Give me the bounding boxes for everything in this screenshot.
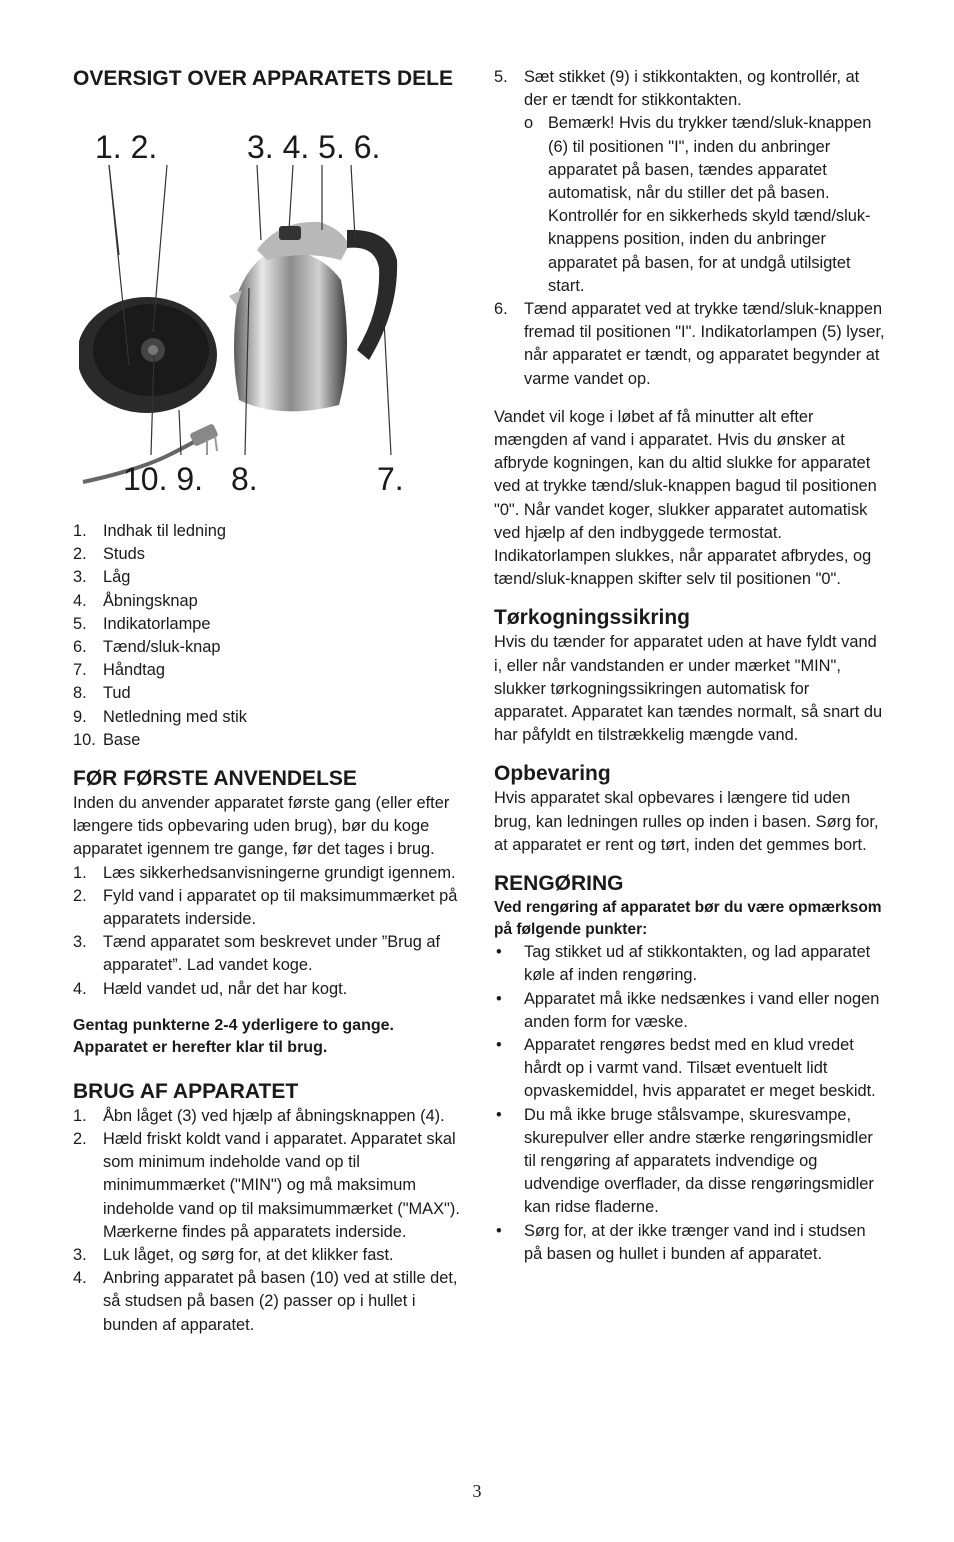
base-illustration <box>79 297 219 482</box>
cleaning-heading: RENGØRING <box>494 872 624 896</box>
label-bottom-left: 10. 9. <box>123 461 204 497</box>
list-item: 7. Håndtag <box>73 661 165 680</box>
list-item: 4. Åbningsknap <box>73 591 198 610</box>
first-use-repeat-note: Gentag punkterne 2-4 yderligere to gange. Apparatet er herefter klar til brug. <box>73 1016 394 1056</box>
first-use-intro: Inden du anvender apparatet første gang (eller efter længere tids opbevaring uden brug), bør du koge apparatet igennem tre gange, før det tages i brug. <box>73 794 450 859</box>
kettle-illustration <box>79 110 409 500</box>
parts-list <box>73 520 463 752</box>
label-top-right: 3. 4. 5. 6. <box>247 129 381 165</box>
list-item: 1. Indhak til ledning <box>73 522 227 540</box>
step5-note: o Bemærk! Hvis du trykker tænd/sluk-knappen (6) til positionen "I", inden du anbringer apparatet på basen, tændes apparatet automatisk, når du stiller det på basen. Kontrollér for en sikkerheds skyld tænd/sluk-knappens position, inden du anbringer apparatet på basen, for at undgå utilsigtet start. <box>524 114 872 295</box>
list-item: 5. Indikatorlampe <box>73 614 211 633</box>
kettle-diagram <box>79 110 409 500</box>
dry-boil-text: Hvis du tænder for apparatet uden at have fyldt vand i, eller når vandstanden er under mærket "MIN", slukker tørkogningssikringen automatisk for apparatet. Apparatet kan tændes normalt, så snart du har påfyldt en tilstrækkelig mængde vand. <box>494 633 883 745</box>
label-top-left: 1. 2. <box>95 129 158 165</box>
list-item: 3. Tænd apparatet som beskrevet under ”Brug af apparatet”. Lad vandet koge. <box>73 933 441 975</box>
list-item: 2. Fyld vand i apparatet op til maksimummærket på apparatets inderside. <box>73 886 458 929</box>
first-use-steps <box>73 862 463 1001</box>
list-item: • Apparatet rengøres bedst med en klud vredet hårdt op i varmt vand. Tilsæt eventuelt lidt opvaskemiddel, hvis apparatet er meget beskidt. <box>496 1035 876 1101</box>
kettle-body-illustration <box>229 222 397 412</box>
use-steps <box>73 1105 463 1337</box>
boil-paragraph: Vandet vil koge i løbet af få minutter alt efter mængden af vand i apparatet. Hvis du ønsker at afbryde kogningen, kan du altid slukke for apparatet ved at trykke tænd/sluk-knappen bagud til positionen "0". Når vandet koger, slukker apparatet automatisk ved hjælp af den indbyggede termostat. Indikatorlampen slukkes, når apparatet afbrydes, og tænd/sluk-knappen skifter selv til positionen "0". <box>494 407 877 589</box>
use-heading: BRUG AF APPARATET <box>73 1079 299 1103</box>
right-column <box>494 66 886 1266</box>
list-item: • Tag stikket ud af stikkontakten, og lad apparatet køle af inden rengøring. <box>496 943 871 985</box>
list-item: 1. Åbn låget (3) ved hjælp af åbningsknappen (4). <box>73 1106 445 1125</box>
storage-text: Hvis apparatet skal opbevares i længere tid uden brug, kan ledningen rulles op inden i basen. Sørg for, at apparatet er rent og tørt, inden det gemmes bort. <box>494 789 879 854</box>
list-item: 4. Hæld vandet ud, når det har kogt. <box>73 979 348 998</box>
use-steps-continued-2 <box>494 298 886 391</box>
list-item: 8. Tud <box>73 684 131 703</box>
list-item: 6. Tænd/sluk-knap <box>73 638 221 657</box>
storage-heading: Opbevaring <box>494 762 611 786</box>
cleaning-intro: Ved rengøring af apparatet bør du være opmærksom på følgende punkter: <box>494 899 882 939</box>
list-item: 2. Studs <box>73 545 145 564</box>
label-bottom-mid: 8. <box>231 461 258 497</box>
use-steps-continued <box>494 66 886 112</box>
label-bottom-right: 7. <box>377 461 404 497</box>
list-item: 9. Netledning med stik <box>73 707 247 726</box>
list-item: 5. Sæt stikket (9) i stikkontakten, og kontrollér, at der er tændt for stikkontakten. <box>494 68 860 110</box>
list-item: 10. Base <box>73 730 141 749</box>
list-item: 2. Hæld friskt koldt vand i apparatet. Apparatet skal som minimum indeholde vand op til minimummærket ("MIN") og må maksimum indeholde vand op til maksimummærket ("MAX"). Mærkerne findes på apparatets inderside. <box>73 1130 460 1241</box>
list-item: 1. Læs sikkerhedsanvisningerne grundigt igennem. <box>73 863 456 882</box>
cleaning-list <box>494 941 886 1266</box>
list-item: • Sørg for, at der ikke trænger vand ind i studsen på basen og hullet i bunden af apparatet. <box>496 1221 866 1263</box>
first-use-heading: FØR FØRSTE ANVENDELSE <box>73 767 357 791</box>
list-item: 4. Anbring apparatet på basen (10) ved at stille det, så studsen på basen (2) passer op i hullet i bunden af apparatet. <box>73 1269 458 1334</box>
page-number: 3 <box>472 1481 482 1501</box>
list-item: 3. Låg <box>73 568 131 587</box>
left-column <box>73 66 463 1337</box>
list-item: 3. Luk låget, og sørg for, at det klikker fast. <box>73 1246 394 1265</box>
list-item: • Du må ikke bruge stålsvampe, skuresvampe, skurepulver eller andre stærke rengøringsmidler til rengøring af apparatets indvendige og udvendige overflader, da disse rengøringsmidler kan ridse fladerne. <box>496 1105 874 1217</box>
list-item: • Apparatet må ikke nedsænkes i vand eller nogen anden form for væske. <box>496 989 880 1031</box>
overview-heading: OVERSIGT OVER APPARATETS DELE <box>73 67 453 90</box>
dry-boil-heading: Tørkogningssikring <box>494 606 691 630</box>
list-item: 6. Tænd apparatet ved at trykke tænd/sluk-knappen fremad til positionen "I". Indikatorlampen (5) lyser, når apparatet er tændt, og apparatet begynder at varme vandet op. <box>494 300 885 388</box>
